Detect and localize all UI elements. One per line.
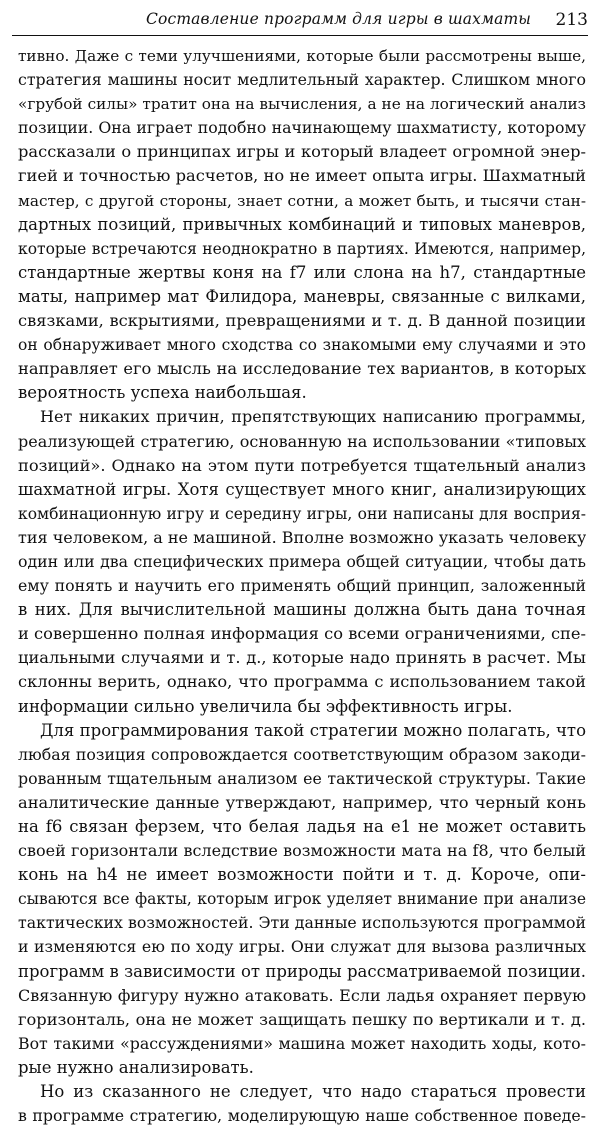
text-line: горизонталь, она не может защищать пешку по вертикали и т. д.: [18, 1009, 586, 1029]
text-line: позиций». Однако на этом пути потребуется тщательный анализ: [18, 455, 586, 475]
text-line: шахматной игры. Хотя существует много книг, анализирующих: [18, 479, 586, 499]
text-line: один или два специфических примера общей ситуации, чтобы дать: [18, 551, 586, 571]
text-line: Нет никаких причин, препятствующих написанию программы,: [40, 407, 586, 427]
text-line: дартных позиций, привычных комбинаций и типовых маневров,: [18, 214, 586, 234]
text-line: стандартные жертвы коня на f7 или слона на h7, стандартные: [18, 262, 586, 282]
text-line: реализующей стратегию, основанную на использовании «типовых: [18, 431, 586, 451]
text-line: связками, вскрытиями, превращениями и т. д. В данной позиции: [18, 311, 586, 331]
text-line: позиции. Она играет подобно начинающему шахматисту, которому: [18, 118, 586, 138]
page-number: 213: [555, 10, 588, 30]
text-line: аналитические данные утверждают, например, что черный конь: [18, 792, 586, 812]
text-line: тивно. Даже с теми улучшениями, которые были рассмотрены выше,: [18, 47, 586, 65]
text-line: в них. Для вычислительной машины должна быть дана точная: [18, 600, 586, 620]
text-line: тия человеком, а не машиной. Вполне возможно указать человеку: [18, 527, 586, 547]
text-line: которые встречаются неоднократно в партиях. Имеются, например,: [18, 239, 586, 258]
text-line: рованным тщательным анализом ее тактической структуры. Такие: [18, 768, 586, 788]
text-line: программ в зависимости от природы рассматриваемой позиции.: [18, 961, 586, 981]
text-line: Для программирования такой стратегии можно полагать, что: [40, 720, 586, 740]
running-title: Составление программ для игры в шахматы: [146, 10, 532, 28]
text-line: Но из сказанного не следует, что надо стараться провести: [40, 1082, 586, 1102]
text-line: рые нужно анализировать.: [18, 1057, 254, 1077]
text-line: склонны верить, однако, что программа с использованием такой: [18, 672, 586, 692]
text-line: ему понять и научить его применять общий принцип, заложенный: [18, 576, 586, 596]
text-line: гией и точностью расчетов, но не имеет опыта игры. Шахматный: [18, 166, 586, 186]
text-line: информации сильно увеличила бы эффективность игры.: [18, 696, 513, 716]
page-header: [12, 6, 588, 32]
text-line: сываются все факты, которым игрок уделяет внимание при анализе: [18, 890, 586, 909]
text-line: мастер, с другой стороны, знает сотни, а может быть, и тысячи стан-: [18, 191, 586, 210]
text-line: и совершенно полная информация со всеми ограничениями, спе-: [18, 624, 586, 644]
text-line: конь на h4 не имеет возможности пойти и т. д. Короче, опи-: [18, 865, 586, 885]
text-line: комбинационную игру и середину игры, они написаны для восприя-: [18, 504, 586, 523]
text-line: тактических возможностей. Эти данные используются программой: [18, 913, 586, 933]
text-line: циальными случаями и т. д., которые надо принять в расчет. Мы: [18, 648, 586, 668]
text-line: рассказали о принципах игры и который владеет огромной энер-: [18, 142, 586, 162]
text-line: стратегия машины носит медлительный характер. Слишком много: [18, 70, 586, 90]
header-rule: [12, 35, 588, 36]
text-line: он обнаруживает много сходства со знакомыми ему случаями и это: [18, 336, 586, 355]
text-line: Вот такими «рассуждениями» машина может находить ходы, кото-: [18, 1033, 586, 1053]
text-line: направляет его мысль на исследование тех вариантов, в которых: [18, 359, 586, 379]
text-line: своей горизонтали вследствие возможности мата на f8, что белый: [18, 841, 586, 861]
body-text: [18, 44, 586, 1128]
text-line: «грубой силы» тратит она на вычисления, а не на логический анализ: [18, 95, 586, 114]
text-line: маты, например мат Филидора, маневры, связанные с вилками,: [18, 286, 586, 306]
text-line: вероятность успеха наибольшая.: [18, 383, 307, 403]
text-line: и изменяются ею по ходу игры. Они служат для вызова различных: [18, 937, 586, 957]
text-line: на f6 связан ферзем, что белая ладья на e1 не может оставить: [18, 817, 586, 836]
text-line: Связанную фигуру нужно атаковать. Если ладья охраняет первую: [18, 985, 586, 1005]
text-line: в программе стратегию, моделирующую наше собственное поведе-: [18, 1106, 586, 1126]
text-line: любая позиция сопровождается соответствующим образом закоди-: [18, 744, 586, 764]
